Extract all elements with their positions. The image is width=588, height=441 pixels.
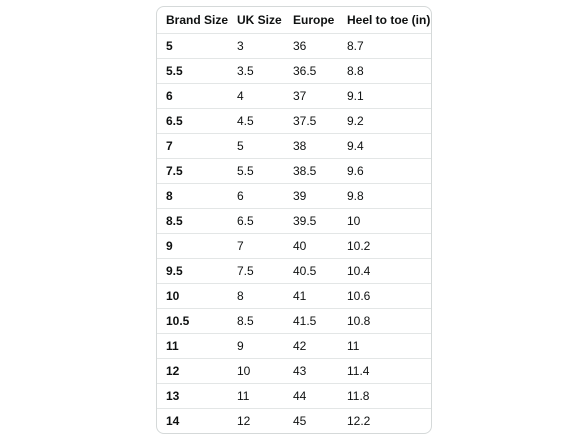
header-uk-size: UK Size (237, 13, 282, 27)
header-row (157, 7, 431, 34)
uk-size-cell: 12 (228, 409, 284, 434)
heel-to-toe-cell: 10.4 (338, 259, 431, 284)
brand-size-cell: 14 (157, 409, 228, 434)
table-row (157, 109, 431, 134)
table-row (157, 259, 431, 284)
brand-size-cell: 7 (157, 134, 228, 159)
uk-size-cell: 5.5 (228, 159, 284, 184)
heel-to-toe-cell: 10.8 (338, 309, 431, 334)
header-brand-size: Brand Size (166, 13, 229, 27)
brand-size-cell: 6 (157, 84, 228, 109)
europe-size-cell: 37 (284, 84, 338, 109)
table-row (157, 384, 431, 409)
uk-size-cell: 8.5 (228, 309, 284, 334)
table-row (157, 409, 431, 434)
heel-to-toe-cell: 9.8 (338, 184, 431, 209)
brand-size-cell: 13 (157, 384, 228, 409)
table-row (157, 134, 431, 159)
table-row (157, 234, 431, 259)
table-row (157, 359, 431, 384)
europe-size-cell: 39.5 (284, 209, 338, 234)
uk-size-cell: 3.5 (228, 59, 284, 84)
europe-size-cell: 38 (284, 134, 338, 159)
brand-size-cell: 12 (157, 359, 228, 384)
europe-size-cell: 40.5 (284, 259, 338, 284)
uk-size-cell: 6 (228, 184, 284, 209)
heel-to-toe-cell: 11.8 (338, 384, 431, 409)
table-row (157, 84, 431, 109)
uk-size-cell: 5 (228, 134, 284, 159)
uk-size-cell: 10 (228, 359, 284, 384)
europe-size-cell: 39 (284, 184, 338, 209)
uk-size-cell: 6.5 (228, 209, 284, 234)
table-row (157, 284, 431, 309)
brand-size-cell: 6.5 (157, 109, 228, 134)
brand-size-cell: 9 (157, 234, 228, 259)
uk-size-cell: 11 (228, 384, 284, 409)
heel-to-toe-cell: 11 (338, 334, 431, 359)
brand-size-cell: 10.5 (157, 309, 228, 334)
uk-size-cell: 7 (228, 234, 284, 259)
table-row (157, 209, 431, 234)
brand-size-cell: 5.5 (157, 59, 228, 84)
europe-size-cell: 37.5 (284, 109, 338, 134)
uk-size-cell: 8 (228, 284, 284, 309)
heel-to-toe-cell: 12.2 (338, 409, 431, 434)
uk-size-cell: 4 (228, 84, 284, 109)
table-row (157, 59, 431, 84)
size-chart-body (157, 34, 431, 434)
uk-size-cell: 7.5 (228, 259, 284, 284)
uk-size-cell: 3 (228, 34, 284, 59)
table-row (157, 34, 431, 59)
europe-size-cell: 42 (284, 334, 338, 359)
europe-size-cell: 45 (284, 409, 338, 434)
header-europe: Europe (293, 13, 335, 27)
europe-size-cell: 41.5 (284, 309, 338, 334)
heel-to-toe-cell: 10 (338, 209, 431, 234)
europe-size-cell: 43 (284, 359, 338, 384)
heel-to-toe-cell: 9.2 (338, 109, 431, 134)
table-row (157, 184, 431, 209)
table-row (157, 334, 431, 359)
size-chart-header (157, 7, 431, 34)
brand-size-cell: 11 (157, 334, 228, 359)
brand-size-cell: 9.5 (157, 259, 228, 284)
brand-size-cell: 8 (157, 184, 228, 209)
brand-size-cell: 8.5 (157, 209, 228, 234)
europe-size-cell: 41 (284, 284, 338, 309)
europe-size-cell: 38.5 (284, 159, 338, 184)
heel-to-toe-cell: 9.6 (338, 159, 431, 184)
table-row (157, 309, 431, 334)
brand-size-cell: 7.5 (157, 159, 228, 184)
uk-size-cell: 9 (228, 334, 284, 359)
heel-to-toe-cell: 8.8 (338, 59, 431, 84)
heel-to-toe-cell: 11.4 (338, 359, 431, 384)
header-heel-to-toe: Heel to toe (in) (347, 13, 431, 27)
europe-size-cell: 36 (284, 34, 338, 59)
table-row (157, 159, 431, 184)
europe-size-cell: 44 (284, 384, 338, 409)
size-chart-table (157, 7, 431, 433)
uk-size-cell: 4.5 (228, 109, 284, 134)
heel-to-toe-cell: 10.6 (338, 284, 431, 309)
europe-size-cell: 36.5 (284, 59, 338, 84)
europe-size-cell: 40 (284, 234, 338, 259)
brand-size-cell: 5 (157, 34, 228, 59)
heel-to-toe-cell: 9.4 (338, 134, 431, 159)
heel-to-toe-cell: 8.7 (338, 34, 431, 59)
heel-to-toe-cell: 9.1 (338, 84, 431, 109)
size-chart (156, 6, 432, 434)
brand-size-cell: 10 (157, 284, 228, 309)
heel-to-toe-cell: 10.2 (338, 234, 431, 259)
